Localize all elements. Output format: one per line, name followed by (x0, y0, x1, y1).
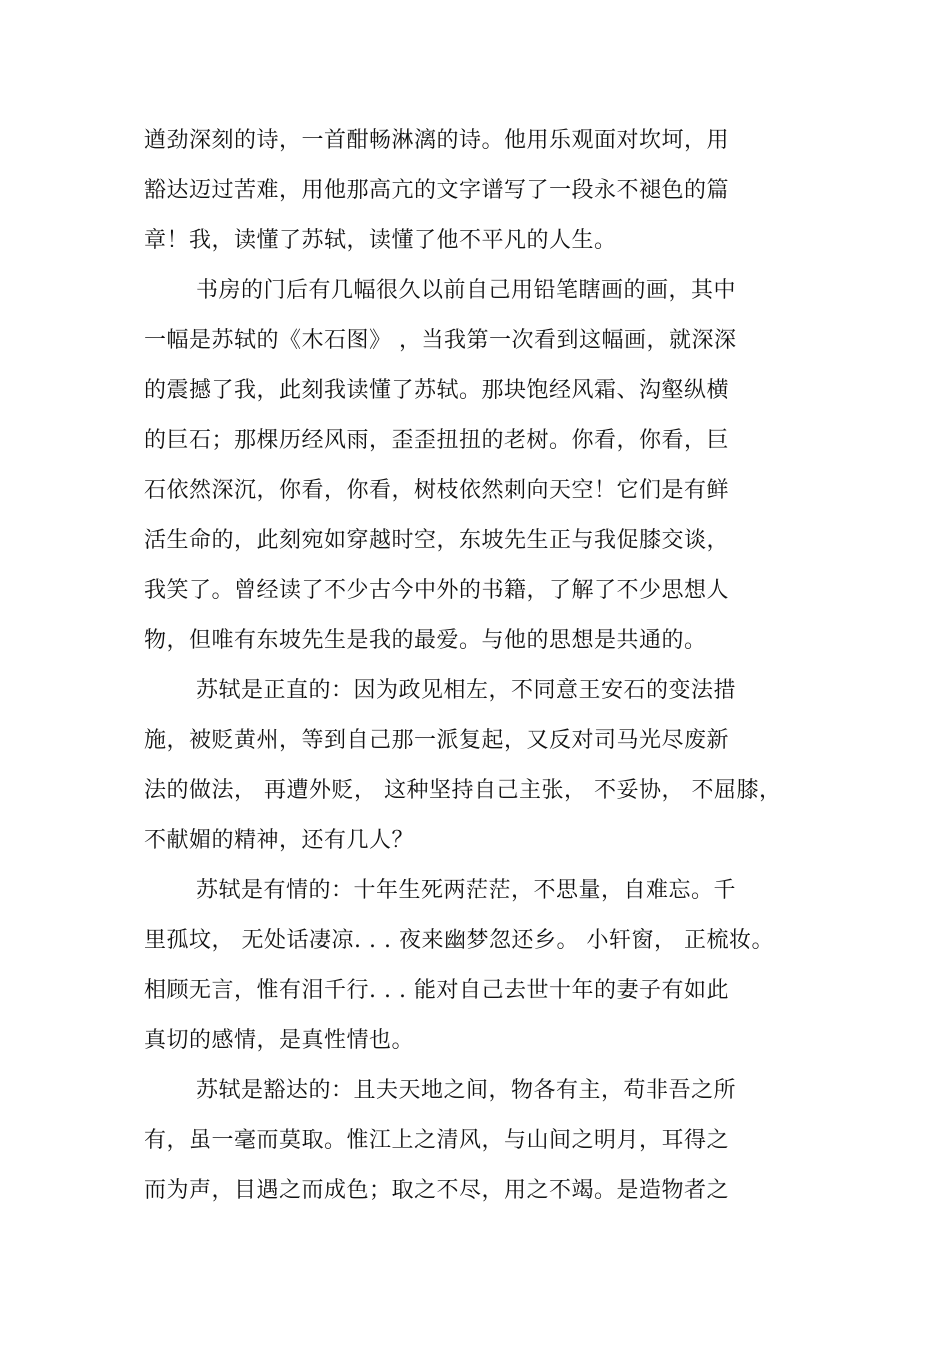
text-line: 物，但唯有东坡先生是我的最爱。与他的思想是共通的。 (144, 628, 707, 653)
text-line: 豁达迈过苦难，用他那高亢的文字谱写了一段永不褪色的篇 (144, 178, 730, 203)
text-line: 里孤坟， 无处话凄凉. . . 夜来幽梦忽还乡。 小轩窗， 正梳妆。 (144, 928, 774, 953)
text-line: 我笑了。曾经读了不少古今中外的书籍，了解了不少思想人 (144, 578, 730, 603)
paragraph-start-line: 苏轼是有情的：十年生死两茫茫，不思量，自难忘。千 (196, 878, 737, 903)
paragraph-start-line: 苏轼是豁达的：且夫天地之间，物各有主，苟非吾之所 (196, 1078, 737, 1103)
text-line: 石依然深沉，你看，你看，树枝依然刺向天空！它们是有鲜 (144, 478, 730, 503)
text-line: 遒劲深刻的诗，一首酣畅淋漓的诗。他用乐观面对坎坷，用 (144, 128, 730, 153)
text-line: 的巨石；那棵历经风雨，歪歪扭扭的老树。你看，你看，巨 (144, 428, 730, 453)
text-line: 相顾无言，惟有泪千行. . . 能对自己去世十年的妻子有如此 (144, 978, 729, 1003)
text-line: 有，虽一毫而莫取。惟江上之清风，与山间之明月，耳得之 (144, 1128, 730, 1153)
text-line: 不献媚的精神，还有几人？ (144, 828, 415, 853)
text-line: 的震撼了我，此刻我读懂了苏轼。那块饱经风霜、沟壑纵横 (144, 378, 730, 403)
text-line: 施，被贬黄州，等到自己那一派复起，又反对司马光尽废新 (144, 728, 730, 753)
paragraph-start-line: 苏轼是正直的：因为政见相左，不同意王安石的变法措 (196, 678, 737, 703)
text-line: 章！我，读懂了苏轼，读懂了他不平凡的人生。 (144, 228, 617, 253)
text-line: 法的做法， 再遭外贬， 这种坚持自己主张， 不妥协， 不屈膝， (144, 778, 782, 803)
text-line: 一幅是苏轼的《木石图》 ，当我第一次看到这幅画，就深深 (144, 328, 737, 353)
paragraph-start-line: 书房的门后有几幅很久以前自己用铅笔瞎画的画，其中 (196, 278, 737, 303)
text-line: 活生命的，此刻宛如穿越时空，东坡先生正与我促膝交谈， (144, 528, 730, 553)
text-line: 而为声，目遇之而成色；取之不尽，用之不竭。是造物者之 (144, 1178, 730, 1203)
text-line: 真切的感情，是真性情也。 (144, 1028, 415, 1053)
